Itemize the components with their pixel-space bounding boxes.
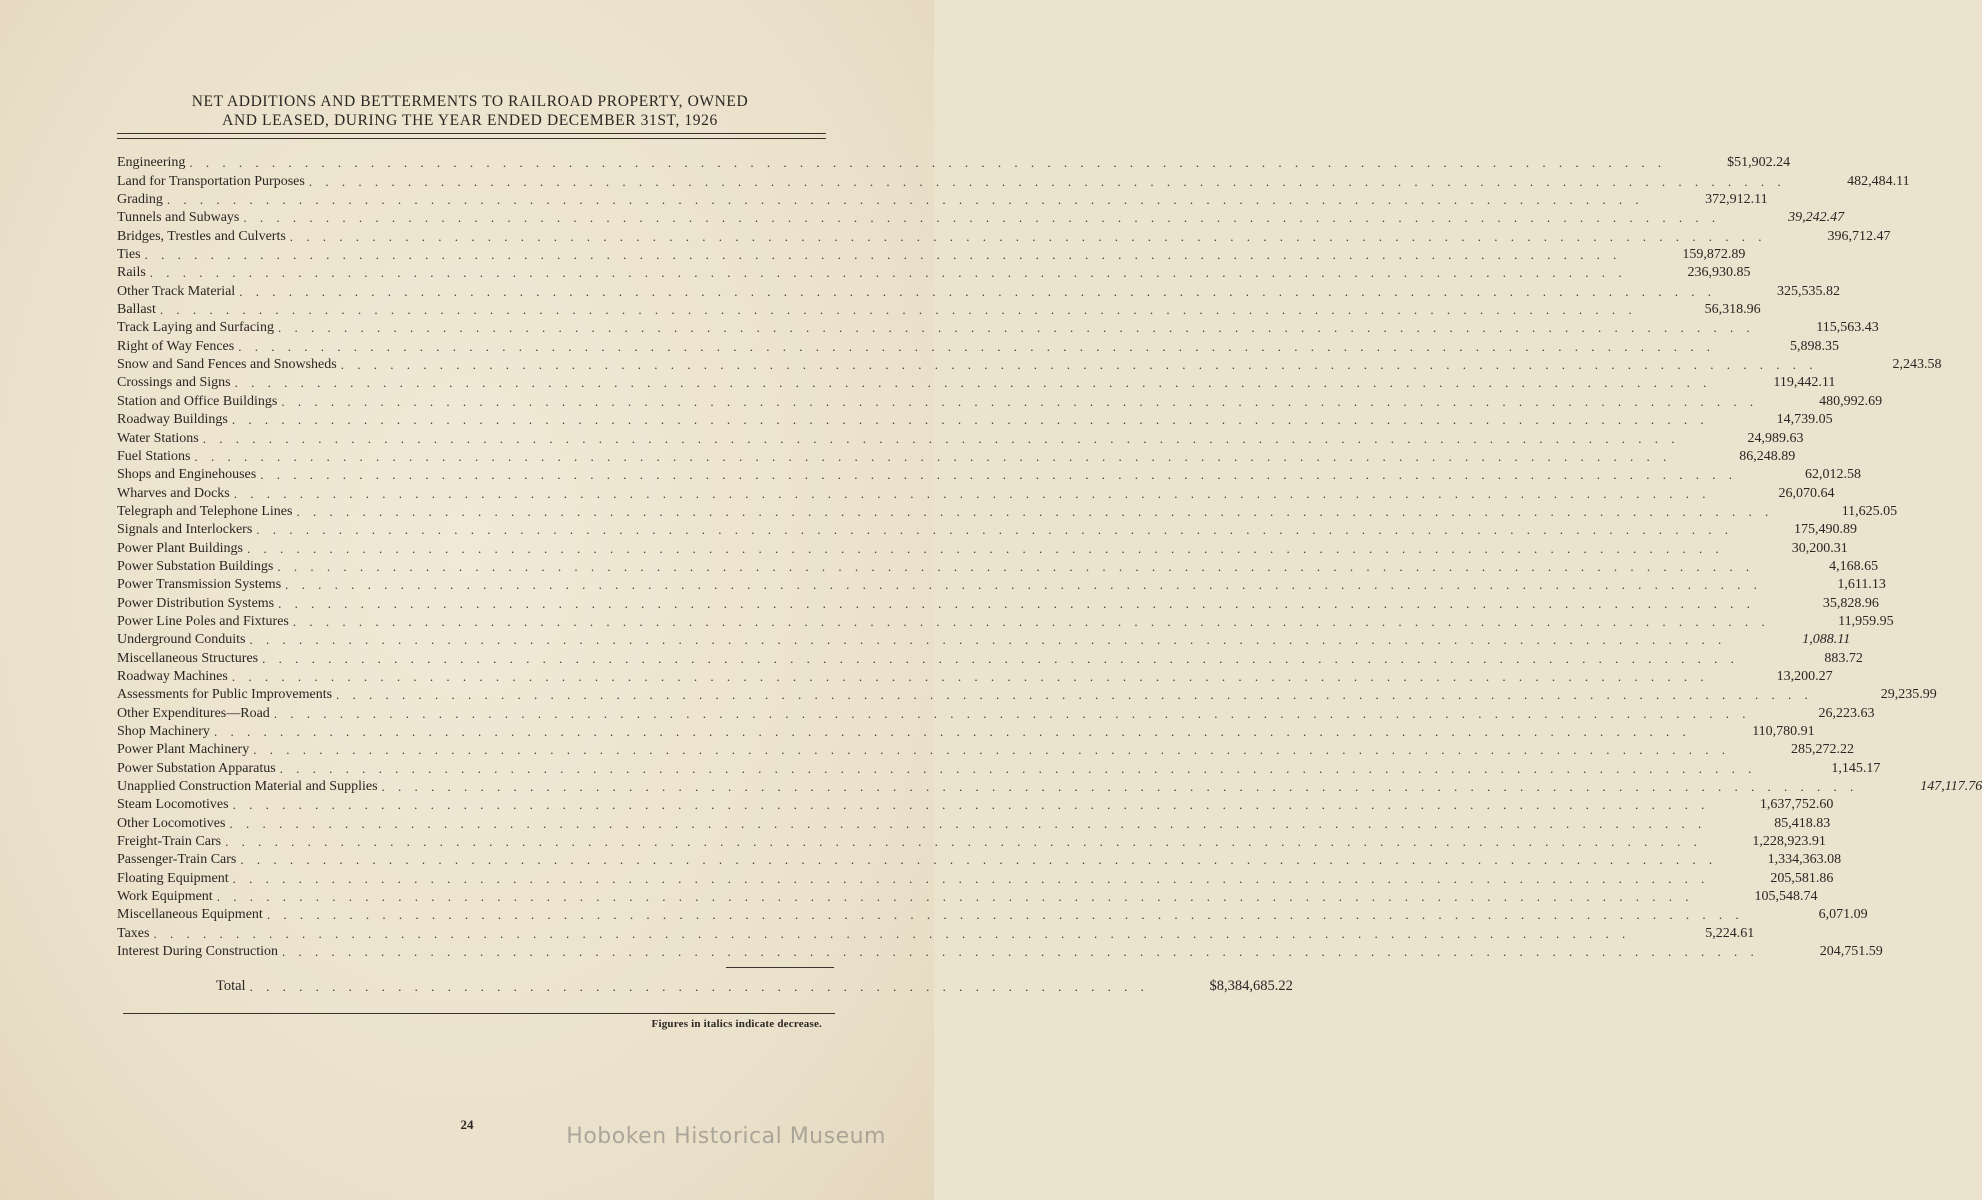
item-label: Ballast <box>117 302 156 318</box>
dot-leader: . . . . . . . . . . . . . . . . . . . . . . . . . . . . . . . . . . . . . . . . . . . . . . . . . . . . . . . . . . . . . . . . . . . . . . . . . . . . . . . . . . . . . . . . . . <box>292 613 1770 629</box>
dot-leader: . . . . . . . . . . . . . . . . . . . . . . . . . . . . . . . . . . . . . . . . . . . . . . . . . . . . . . . . . . . . . . . . . . . . . . . . . . . . . . . . . . . . . . . . . . <box>247 540 1724 556</box>
table-row <box>117 502 1898 520</box>
item-amount: 119,442.11 <box>1773 375 1836 391</box>
dot-leader: . . . . . . . . . . . . . . . . . . . . . . . . . . . . . . . . . . . . . . . . . . . . . . . . . . . . . . . . . . . . . . . . . . . . . . . . . . . . . . . . . . . . . . . . . . <box>266 907 1744 923</box>
dot-leader: . . . . . . . . . . . . . . . . . . . . . . . . . . . . . . . . . . . . . . . . . . . . . . . . . . . . . . . . . . . . . . . . . . . . . . . . . . . . . . . . . . . . . . . . . . <box>249 632 1727 648</box>
table-row <box>117 832 1826 850</box>
item-amount: 24,989.63 <box>1747 430 1804 446</box>
item-amount: 13,200.27 <box>1776 668 1833 684</box>
item-amount: 1,611.13 <box>1837 577 1886 593</box>
item-amount: 1,228,923.91 <box>1752 834 1826 850</box>
item-amount: 1,637,752.60 <box>1759 797 1834 813</box>
item-label: Right of Way Fences <box>117 338 235 354</box>
title-double-rule <box>117 133 826 139</box>
item-amount: 30,200.31 <box>1791 540 1848 556</box>
item-label: Power Plant Machinery <box>117 742 250 758</box>
table-row <box>117 612 1894 630</box>
dot-leader: . . . . . . . . . . . . . . . . . . . . . . . . . . . . . . . . . . . . . . . . . . . . . . . . . . . . . . . . . . . . . . . . . . . . . . . . . . . . . . . . . . . . . . . . . . <box>281 944 1759 960</box>
item-label: Other Expenditures—Road <box>117 705 270 721</box>
item-label: Tunnels and Subways <box>117 210 240 226</box>
museum-watermark: Hoboken Historical Museum <box>566 1124 886 1149</box>
item-label: Passenger-Train Cars <box>117 852 237 868</box>
item-amount: 1,088.11 <box>1802 632 1851 648</box>
table-row <box>117 171 1910 189</box>
item-amount: 883.72 <box>1824 650 1863 666</box>
item-label: Crossings and Signs <box>117 375 231 391</box>
item-amount: 26,070.64 <box>1778 485 1835 501</box>
dot-leader: . . . . . . . . . . . . . . . . . . . . . . . . . . . . . . . . . . . . . . . . . . . . . . . . . . . . . . . . . . . . . . . . . . . . . . . . . . . . . . . . . . . . . . . . . . <box>273 705 1751 721</box>
title-line-1: NET ADDITIONS AND BETTERMENTS TO RAILROAD PROPERTY, OWNED <box>191 93 749 110</box>
item-amount: 62,012.58 <box>1804 467 1861 483</box>
item-label: Power Line Poles and Fixtures <box>117 613 289 629</box>
item-label: Power Substation Buildings <box>117 558 274 574</box>
dot-leader: . . . . . . . . . . . . . . . . . . . . . . . . . . . . . . . . . . . . . . . . . . . . . . . . . . . . . . . . . . . . . . . . . . . . . . . . . . . . . . . . . . . . . . . . . . <box>336 687 1813 703</box>
item-amount: 26,223.63 <box>1818 705 1875 721</box>
item-amount: 325,535.82 <box>1776 283 1840 299</box>
table-row <box>117 428 1804 446</box>
item-label: Bridges, Trestles and Culverts <box>117 228 286 244</box>
table-row <box>117 795 1834 813</box>
item-amount: 4,168.65 <box>1829 558 1879 574</box>
item-label: Station and Office Buildings <box>117 393 278 409</box>
item-amount: 14,739.05 <box>1776 412 1833 428</box>
table-row <box>117 850 1842 868</box>
dot-leader: . . . . . . . . . . . . . . . . . . . . . . . . . . . . . . . . . . . . . . . . . . . . . . . . . . . . . . . . . . . . . . . . . . . . . . . . . . . . . . . . . . . . . . . . . . <box>233 485 1711 501</box>
table-row <box>117 465 1861 483</box>
item-amount: 482,484.11 <box>1847 173 1910 189</box>
item-amount: 1,334,363.08 <box>1767 852 1842 868</box>
dot-leader: . . . . . . . . . . . . . . . . . . . . . . . . . . . . . . . . . . . . . . . . . . . . . . . . . . . . . . . . . . . . . . . . . . . . . . . . . . . . . . . . . . . . . . . . . . <box>144 247 1622 263</box>
dot-leader: . . . . . . . . . . . . . . . . . . . . . . . . . . . . . . . . . . . . . . . . . . . . . . . . . . . . . . . . . . . . . . . . . . . . . . . . . . . . . . . . . . . . . . . . . . <box>239 283 1716 299</box>
item-label: Power Distribution Systems <box>117 595 275 611</box>
item-label: Power Substation Apparatus <box>117 760 276 776</box>
dot-leader: . . . . . . . . . . . . . . . . . . . . . . . . . . . . . . . . . . . . . . . . . . . . . . . . . . . . . . . . . . . . . . . . . . . . . . . . . . . . . . . . . . . . . . . . . . <box>281 393 1759 409</box>
item-amount: 11,625.05 <box>1841 503 1898 519</box>
item-amount: 5,898.35 <box>1789 338 1839 354</box>
item-amount: 11,959.95 <box>1838 613 1894 629</box>
table-row <box>117 667 1833 685</box>
total-label: Total <box>216 978 246 994</box>
dot-leader: . . . . . . . . . . . . . . . . . . . . . . . . . . . . . . . . . . . . . . . . . . . . . . . . . . . . . . . . . . . . . . . . . . . . . . . . . . . . . . . . . . . . . . . . . . <box>159 302 1637 318</box>
dot-leader: . . . . . . . . . . . . . . . . . . . . . . . . . . . . . . . . . . . . . . . . . . . . . . . . . . . . . . . . . . . . . . . . . . . . . . . . . . . . . . . . . . . . . . . . . . <box>381 779 1859 795</box>
total-leader: . . . . . . . . . . . . . . . . . . . . . . . . . . . . . . . . . . . . . . . . . . . . . . . . . . . . . . . <box>249 979 1149 994</box>
dot-leader: . . . . . . . . . . . . . . . . . . . . . . . . . . . . . . . . . . . . . . . . . . . . . . . . . . . . . . . . . . . . . . . . . . . . . . . . . . . . . . . . . . . . . . . . . . <box>277 320 1755 336</box>
table-row <box>117 281 1840 299</box>
dot-leader: . . . . . . . . . . . . . . . . . . . . . . . . . . . . . . . . . . . . . . . . . . . . . . . . . . . . . . . . . . . . . . . . . . . . . . . . . . . . . . . . . . . . . . . . . . <box>285 577 1762 593</box>
item-amount: 285,272.22 <box>1790 742 1854 758</box>
table-row <box>117 263 1751 281</box>
item-amount: 86,248.89 <box>1739 448 1796 464</box>
dot-leader: . . . . . . . . . . . . . . . . . . . . . . . . . . . . . . . . . . . . . . . . . . . . . . . . . . . . . . . . . . . . . . . . . . . . . . . . . . . . . . . . . . . . . . . . . . <box>189 155 1667 171</box>
dot-leader: . . . . . . . . . . . . . . . . . . . . . . . . . . . . . . . . . . . . . . . . . . . . . . . . . . . . . . . . . . . . . . . . . . . . . . . . . . . . . . . . . . . . . . . . . . <box>153 925 1631 941</box>
table-row <box>117 703 1875 721</box>
item-label: Fuel Stations <box>117 448 191 464</box>
item-label: Power Transmission Systems <box>117 577 282 593</box>
table-row <box>117 520 1858 538</box>
table-row <box>117 410 1833 428</box>
table-row <box>117 575 1886 593</box>
page-number: 24 <box>460 1117 474 1132</box>
table-row <box>117 813 1831 831</box>
dot-leader: . . . . . . . . . . . . . . . . . . . . . . . . . . . . . . . . . . . . . . . . . . . . . . . . . . . . . . . . . . . . . . . . . . . . . . . . . . . . . . . . . . . . . . . . . . <box>262 650 1739 666</box>
item-label: Other Locomotives <box>117 815 226 831</box>
table-row <box>117 318 1879 336</box>
dot-leader: . . . . . . . . . . . . . . . . . . . . . . . . . . . . . . . . . . . . . . . . . . . . . . . . . . . . . . . . . . . . . . . . . . . . . . . . . . . . . . . . . . . . . . . . . . <box>243 210 1721 226</box>
dot-leader: . . . . . . . . . . . . . . . . . . . . . . . . . . . . . . . . . . . . . . . . . . . . . . . . . . . . . . . . . . . . . . . . . . . . . . . . . . . . . . . . . . . . . . . . . . <box>278 595 1755 611</box>
dot-leader: . . . . . . . . . . . . . . . . . . . . . . . . . . . . . . . . . . . . . . . . . . . . . . . . . . . . . . . . . . . . . . . . . . . . . . . . . . . . . . . . . . . . . . . . . . <box>260 467 1737 483</box>
dot-leader: . . . . . . . . . . . . . . . . . . . . . . . . . . . . . . . . . . . . . . . . . . . . . . . . . . . . . . . . . . . . . . . . . . . . . . . . . . . . . . . . . . . . . . . . . . <box>213 724 1691 739</box>
item-amount: 175,490.89 <box>1794 522 1858 538</box>
dot-leader: . . . . . . . . . . . . . . . . . . . . . . . . . . . . . . . . . . . . . . . . . . . . . . . . . . . . . . . . . . . . . . . . . . . . . . . . . . . . . . . . . . . . . . . . . . <box>296 503 1774 519</box>
dot-leader: . . . . . . . . . . . . . . . . . . . . . . . . . . . . . . . . . . . . . . . . . . . . . . . . . . . . . . . . . . . . . . . . . . . . . . . . . . . . . . . . . . . . . . . . . . <box>229 815 1707 831</box>
item-label: Shop Machinery <box>117 724 210 739</box>
dot-leader: . . . . . . . . . . . . . . . . . . . . . . . . . . . . . . . . . . . . . . . . . . . . . . . . . . . . . . . . . . . . . . . . . . . . . . . . . . . . . . . . . . . . . . . . . . <box>216 889 1694 905</box>
dot-leader: . . . . . . . . . . . . . . . . . . . . . . . . . . . . . . . . . . . . . . . . . . . . . . . . . . . . . . . . . . . . . . . . . . . . . . . . . . . . . . . . . . . . . . . . . . <box>149 265 1627 281</box>
dot-leader: . . . . . . . . . . . . . . . . . . . . . . . . . . . . . . . . . . . . . . . . . . . . . . . . . . . . . . . . . . . . . . . . . . . . . . . . . . . . . . . . . . . . . . . . . . <box>225 834 1702 850</box>
item-amount: $51,902.24 <box>1727 155 1791 171</box>
item-label: Snow and Sand Fences and Snowsheds <box>117 357 337 373</box>
table-row <box>117 593 1879 611</box>
dot-leader: . . . . . . . . . . . . . . . . . . . . . . . . . . . . . . . . . . . . . . . . . . . . . . . . . . . . . . . . . . . . . . . . . . . . . . . . . . . . . . . . . . . . . . . . . . <box>232 797 1710 813</box>
dot-leader: . . . . . . . . . . . . . . . . . . . . . . . . . . . . . . . . . . . . . . . . . . . . . . . . . . . . . . . . . . . . . . . . . . . . . . . . . . . . . . . . . . . . . . . . . . <box>166 192 1644 208</box>
item-label: Signals and Interlockers <box>117 522 253 538</box>
dot-leader: . . . . . . . . . . . . . . . . . . . . . . . . . . . . . . . . . . . . . . . . . . . . . . . . . . . . . . . . . . . . . . . . . . . . . . . . . . . . . . . . . . . . . . . . . . <box>234 375 1712 391</box>
item-amount: 1,145.17 <box>1831 760 1881 776</box>
dot-leader: . . . . . . . . . . . . . . . . . . . . . . . . . . . . . . . . . . . . . . . . . . . . . . . . . . . . . . . . . . . . . . . . . . . . . . . . . . . . . . . . . . . . . . . . . . <box>231 668 1709 684</box>
table-row <box>117 336 1839 354</box>
table-row <box>117 887 1818 905</box>
dot-leader: . . . . . . . . . . . . . . . . . . . . . . . . . . . . . . . . . . . . . . . . . . . . . . . . . . . . . . . . . . . . . . . . . . . . . . . . . . . . . . . . . . . . . . . . . . <box>277 558 1755 574</box>
item-label: Roadway Machines <box>117 668 228 684</box>
item-amount: 110,780.91 <box>1752 724 1815 739</box>
total-rule <box>726 967 834 968</box>
table-row <box>117 777 1982 795</box>
dot-leader: . . . . . . . . . . . . . . . . . . . . . . . . . . . . . . . . . . . . . . . . . . . . . . . . . . . . . . . . . . . . . . . . . . . . . . . . . . . . . . . . . . . . . . . . . . <box>253 742 1730 758</box>
item-label: Grading <box>117 192 163 208</box>
dot-leader: . . . . . . . . . . . . . . . . . . . . . . . . . . . . . . . . . . . . . . . . . . . . . . . . . . . . . . . . . . . . . . . . . . . . . . . . . . . . . . . . . . . . . . . . . . <box>340 357 1818 373</box>
item-label: Taxes <box>117 925 150 941</box>
item-label: Shops and Enginehouses <box>117 467 257 483</box>
item-label: Miscellaneous Structures <box>117 650 259 666</box>
table-row <box>117 942 1883 960</box>
item-amount: 396,712.47 <box>1827 228 1891 244</box>
item-amount: 2,243.58 <box>1892 357 1942 373</box>
item-amount: 105,548.74 <box>1754 889 1818 905</box>
item-label: Engineering <box>117 155 186 171</box>
italics-note: Figures in italics indicate decrease. <box>651 1018 822 1030</box>
item-amount: 29,235.99 <box>1880 687 1937 703</box>
dot-leader: . . . . . . . . . . . . . . . . . . . . . . . . . . . . . . . . . . . . . . . . . . . . . . . . . . . . . . . . . . . . . . . . . . . . . . . . . . . . . . . . . . . . . . . . . . <box>232 870 1710 886</box>
item-amount: 39,242.47 <box>1788 210 1845 226</box>
item-amount: 147,117.76 <box>1920 779 1982 795</box>
item-label: Wharves and Docks <box>117 485 230 501</box>
item-label: Work Equipment <box>117 889 213 905</box>
item-label: Land for Transportation Purposes <box>117 173 305 189</box>
item-label: Other Track Material <box>117 283 236 299</box>
table-row <box>117 373 1836 391</box>
table-row <box>117 245 1746 263</box>
dot-leader: . . . . . . . . . . . . . . . . . . . . . . . . . . . . . . . . . . . . . . . . . . . . . . . . . . . . . . . . . . . . . . . . . . . . . . . . . . . . . . . . . . . . . . . . . . <box>194 448 1672 464</box>
table-row <box>117 630 1851 648</box>
line-items-table <box>117 153 1982 960</box>
table-row <box>117 648 1863 666</box>
item-amount: 205,581.86 <box>1770 870 1834 886</box>
table-row <box>117 226 1891 244</box>
table-row <box>117 685 1937 703</box>
item-amount: 159,872.89 <box>1682 247 1746 263</box>
item-amount: 236,930.85 <box>1687 265 1751 281</box>
page-title <box>110 92 830 130</box>
item-label: Floating Equipment <box>117 870 229 886</box>
total-row <box>216 978 1293 995</box>
item-amount: 204,751.59 <box>1819 944 1883 960</box>
item-label: Water Stations <box>117 430 199 446</box>
dot-leader: . . . . . . . . . . . . . . . . . . . . . . . . . . . . . . . . . . . . . . . . . . . . . . . . . . . . . . . . . . . . . . . . . . . . . . . . . . . . . . . . . . . . . . . . . . <box>279 760 1757 776</box>
item-amount: 5,224.61 <box>1705 925 1755 941</box>
table-row <box>117 355 1942 373</box>
dot-leader: . . . . . . . . . . . . . . . . . . . . . . . . . . . . . . . . . . . . . . . . . . . . . . . . . . . . . . . . . . . . . . . . . . . . . . . . . . . . . . . . . . . . . . . . . . <box>202 430 1680 446</box>
table-row <box>117 447 1796 465</box>
table-row <box>117 923 1755 941</box>
dot-leader: . . . . . . . . . . . . . . . . . . . . . . . . . . . . . . . . . . . . . . . . . . . . . . . . . . . . . . . . . . . . . . . . . . . . . . . . . . . . . . . . . . . . . . . . . . <box>308 173 1786 189</box>
table-row <box>117 190 1768 208</box>
item-label: Underground Conduits <box>117 632 246 648</box>
table-row <box>117 722 1815 740</box>
bottom-rule <box>123 1013 835 1014</box>
dot-leader: . . . . . . . . . . . . . . . . . . . . . . . . . . . . . . . . . . . . . . . . . . . . . . . . . . . . . . . . . . . . . . . . . . . . . . . . . . . . . . . . . . . . . . . . . . <box>238 338 1715 354</box>
table-row <box>117 557 1879 575</box>
table-row <box>117 905 1868 923</box>
table-row <box>117 300 1761 318</box>
table-row <box>117 153 1791 171</box>
dot-leader: . . . . . . . . . . . . . . . . . . . . . . . . . . . . . . . . . . . . . . . . . . . . . . . . . . . . . . . . . . . . . . . . . . . . . . . . . . . . . . . . . . . . . . . . . . <box>231 412 1709 428</box>
dot-leader: . . . . . . . . . . . . . . . . . . . . . . . . . . . . . . . . . . . . . . . . . . . . . . . . . . . . . . . . . . . . . . . . . . . . . . . . . . . . . . . . . . . . . . . . . . <box>289 228 1767 244</box>
table-row <box>117 758 1881 776</box>
dot-leader: . . . . . . . . . . . . . . . . . . . . . . . . . . . . . . . . . . . . . . . . . . . . . . . . . . . . . . . . . . . . . . . . . . . . . . . . . . . . . . . . . . . . . . . . . . <box>240 852 1718 868</box>
table-row <box>117 208 1845 226</box>
total-amount: $8,384,685.22 <box>1209 978 1293 994</box>
table-row <box>117 740 1854 758</box>
item-label: Power Plant Buildings <box>117 540 244 556</box>
item-label: Roadway Buildings <box>117 412 228 428</box>
item-label: Interest During Construction <box>117 944 278 960</box>
table-row <box>117 391 1883 409</box>
item-amount: 372,912.11 <box>1705 192 1768 208</box>
item-amount: 115,563.43 <box>1816 320 1879 336</box>
item-label: Steam Locomotives <box>117 797 229 813</box>
table-row <box>117 868 1834 886</box>
item-amount: 35,828.96 <box>1822 595 1879 611</box>
table-row <box>117 483 1835 501</box>
item-label: Unapplied Construction Material and Supplies <box>117 779 378 795</box>
dot-leader: . . . . . . . . . . . . . . . . . . . . . . . . . . . . . . . . . . . . . . . . . . . . . . . . . . . . . . . . . . . . . . . . . . . . . . . . . . . . . . . . . . . . . . . . . . <box>256 522 1734 538</box>
item-label: Freight-Train Cars <box>117 834 222 850</box>
item-label: Track Laying and Surfacing <box>117 320 274 336</box>
item-label: Ties <box>117 247 141 263</box>
item-label: Miscellaneous Equipment <box>117 907 263 923</box>
item-amount: 56,318.96 <box>1704 302 1761 318</box>
item-amount: 85,418.83 <box>1774 815 1831 831</box>
table-row <box>117 538 1848 556</box>
item-label: Telegraph and Telephone Lines <box>117 503 293 519</box>
item-label: Rails <box>117 265 146 281</box>
item-amount: 6,071.09 <box>1818 907 1868 923</box>
title-line-2: AND LEASED, DURING THE YEAR ENDED DECEMBER 31ST, 1926 <box>222 112 718 129</box>
item-amount: 480,992.69 <box>1819 393 1883 409</box>
item-label: Assessments for Public Improvements <box>117 687 333 703</box>
